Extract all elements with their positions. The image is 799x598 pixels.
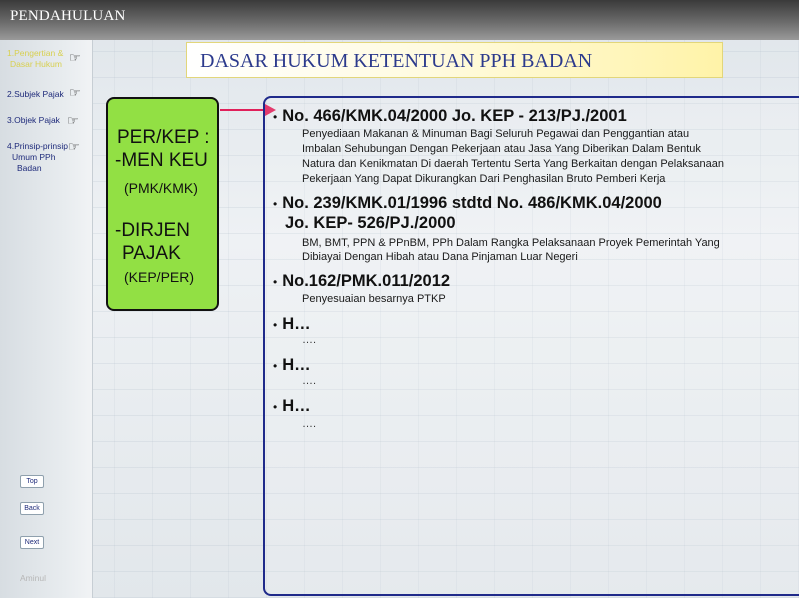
sidebar-item-label: 3.Objek Pajak [7, 115, 60, 125]
sidebar-item-label: 1.Pengertian & [7, 48, 64, 58]
sidebar-item-label: 4.Prinsip-prinsip [7, 141, 68, 151]
bullet-icon: • [273, 197, 278, 211]
regulation-heading-4 [273, 315, 311, 334]
sidebar-item-pengertian[interactable] [7, 48, 81, 70]
bullet-icon: • [273, 400, 278, 414]
back-button[interactable]: Back [20, 502, 44, 515]
regulation-desc-1-line-4: Pekerjaan Yang Dapat Dikurangkan Dari Penghasilan Bruto Pemberi Kerja [302, 173, 666, 185]
placeholder-dots: …. [302, 375, 317, 387]
regulation-heading-2-cont: Jo. KEP- 526/PJ./2000 [285, 214, 456, 232]
regulation-desc-2-line-1: BM, BMT, PPN & PPnBM, PPh Dalam Rangka Pelaksanaan Proyek Pemerintah Yang [302, 237, 720, 249]
heading-text: H… [282, 397, 311, 415]
regulation-heading-5 [273, 356, 311, 375]
placeholder-dots: …. [302, 418, 317, 430]
heading-text: No. 239/KMK.01/1996 stdtd No. 486/KMK.04/2000 [282, 194, 662, 212]
content-panel [263, 96, 799, 596]
green-box-line-6: (KEP/PER) [124, 269, 195, 285]
next-button[interactable]: Next [20, 536, 44, 549]
regulation-desc-1-line-2: Imbalan Sehubungan Dengan Pekerjaan atau Jasa Yang Diberikan Dalam Bentuk [302, 143, 701, 155]
regulation-desc-2-line-2: Dibiayai Dengan Hibah atau Dana Pinjaman Luar Negeri [302, 251, 578, 263]
green-box-line-2: -MEN KEU [115, 150, 208, 171]
pointing-hand-icon: ☞ [67, 113, 79, 128]
bullet-icon: • [273, 359, 278, 373]
green-box-line-3: (PMK/KMK) [124, 180, 198, 196]
heading-text: No.162/PMK.011/2012 [282, 272, 451, 290]
pointing-hand-icon: ☞ [69, 85, 81, 100]
heading-text: H… [282, 315, 311, 333]
green-box-line-1: PER/KEP : [117, 127, 210, 148]
heading-text: No. 466/KMK.04/2000 Jo. KEP - 213/PJ./2001 [282, 107, 627, 125]
section-title: DASAR HUKUM KETENTUAN PPH BADAN [200, 50, 593, 72]
sidebar-item-prinsip-prinsip[interactable] [7, 139, 80, 174]
regulation-desc-1-line-3: Natura dan Kenikmatan Di daerah Tertentu Serta Yang Berkaitan dengan Pelaksanaan [302, 158, 724, 170]
top-button[interactable]: Top [20, 475, 44, 488]
author-label: Aminul [20, 573, 46, 583]
sidebar-item-subjek-pajak[interactable] [7, 85, 81, 100]
regulation-heading-3 [273, 272, 450, 291]
bullet-icon: • [273, 318, 278, 332]
regulation-heading-2 [273, 194, 662, 213]
pointing-hand-icon: ☞ [68, 139, 80, 154]
bullet-icon: • [273, 275, 278, 289]
placeholder-dots: …. [302, 334, 317, 346]
sidebar-item-label: 2.Subjek Pajak [7, 89, 64, 99]
sidebar-item-label-2: Umum PPh [12, 152, 56, 162]
regulation-heading-1 [273, 107, 627, 126]
green-box-line-4: -DIRJEN [115, 220, 190, 241]
regulation-type-box [106, 97, 219, 311]
sidebar-item-label-3: Badan [17, 163, 42, 173]
regulation-heading-6 [273, 397, 311, 416]
green-box-line-5: PAJAK [122, 243, 181, 264]
regulation-desc-3: Penyesuaian besarnya PTKP [302, 293, 446, 305]
bullet-icon: • [273, 110, 278, 124]
page-title: PENDAHULUAN [10, 8, 126, 24]
pointing-hand-icon: ☞ [69, 50, 81, 65]
section-title-box [186, 42, 723, 78]
sidebar-item-objek-pajak[interactable] [7, 113, 79, 128]
heading-text: H… [282, 356, 311, 374]
regulation-desc-1-line-1: Penyediaan Makanan & Minuman Bagi Seluruh Pegawai dan Penggantian atau [302, 128, 690, 140]
sidebar-item-label-2: Dasar Hukum [10, 59, 62, 69]
top-bar [0, 0, 799, 40]
